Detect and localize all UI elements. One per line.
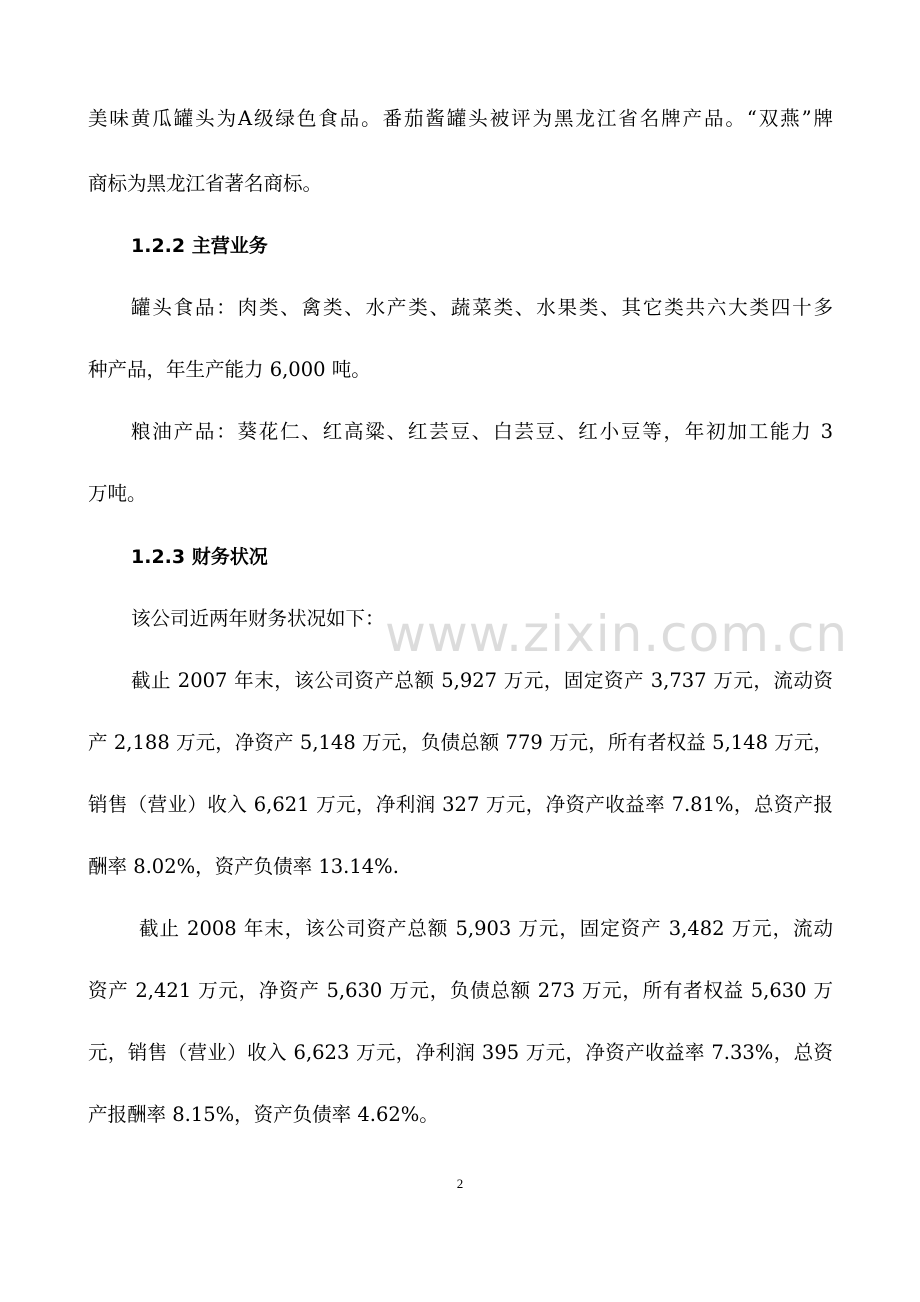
paragraph-line: 资产 2,421 万元，净资产 5,630 万元，负债总额 273 万元，所有者权益 5,630 万 [88,979,833,1002]
paragraph-line: 元，销售（营业）收入 6,623 万元，净利润 395 万元，净资产收益率 7.33%，总资 [88,1041,833,1064]
paragraph-line: 种产品，年生产能力 6,000 吨。 [88,358,371,381]
section-heading-1-2-2: 1.2.2 主营业务 [131,235,268,257]
paragraph-line: 粮油产品：葵花仁、红高粱、红芸豆、白芸豆、红小豆等，年初加工能力 3 [131,420,833,443]
paragraph-line: 美味黄瓜罐头为A级绿色食品。番茄酱罐头被评为黑龙江省名牌产品。“双燕”牌 [88,107,833,130]
paragraph-line: 截止 2008 年末，该公司资产总额 5,903 万元，固定资产 3,482 万元，流动 [139,917,833,940]
watermark: www.zixin.com.cn [385,605,849,663]
paragraph-line: 商标为黑龙江省著名商标。 [88,172,323,195]
paragraph-line: 销售（营业）收入 6,621 万元，净利润 327 万元，净资产收益率 7.81%，总资产报 [88,793,833,816]
paragraph-line: 该公司近两年财务状况如下： [131,607,385,630]
paragraph-line: 万吨。 [88,482,147,505]
page-number: 2 [456,1176,464,1191]
paragraph-line: 产 2,188 万元，净资产 5,148 万元，负债总额 779 万元，所有者权益 5,148 万元， [88,731,833,754]
paragraph-line: 截止 2007 年末，该公司资产总额 5,927 万元，固定资产 3,737 万元，流动资 [131,669,833,692]
paragraph-line: 罐头食品：肉类、禽类、水产类、蔬菜类、水果类、其它类共六大类四十多 [131,296,833,319]
section-heading-1-2-3: 1.2.3 财务状况 [131,546,268,568]
paragraph-line: 酬率 8.02%，资产负债率 13.14%. [88,855,399,878]
paragraph-line: 产报酬率 8.15%，资产负债率 4.62%。 [88,1103,439,1126]
